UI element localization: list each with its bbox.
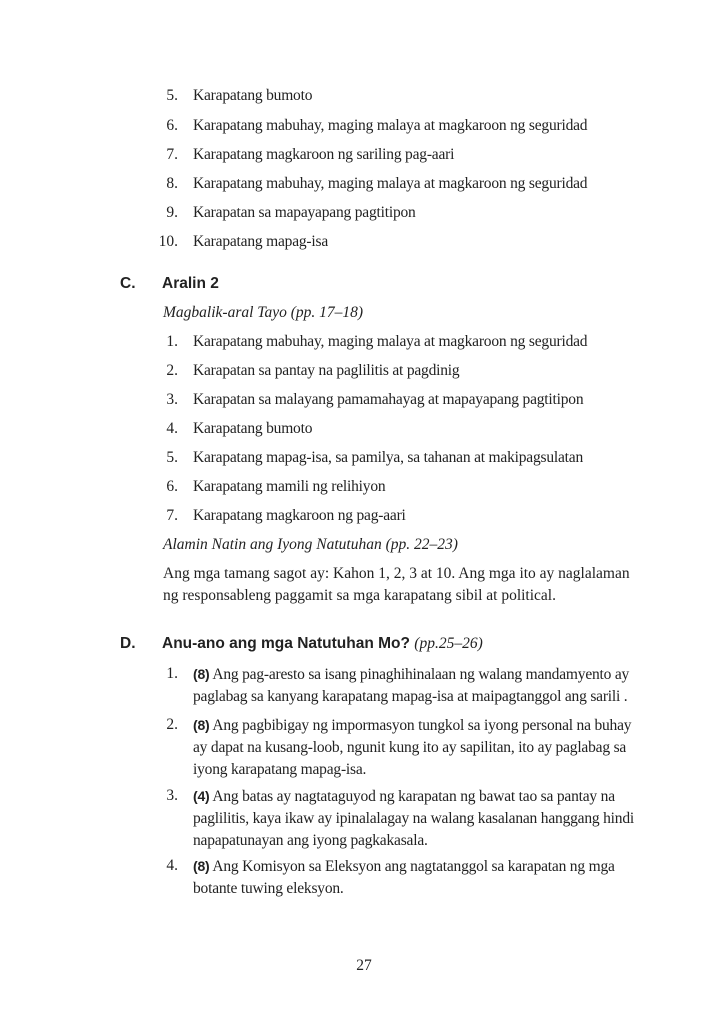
item-line: napapatunayan ang iyong pagkakasala.	[193, 832, 428, 849]
item-line: Ang pagbibigay ng impormasyon tungkol sa iyong personal na buhay	[212, 717, 632, 734]
item-number: 1.	[166, 333, 178, 350]
item-number: 1.	[166, 665, 178, 682]
section-c-heading	[120, 272, 219, 296]
section-title: Anu-ano ang mga Natutuhan Mo?	[162, 635, 410, 652]
item-line: iyong karapatang mapag-isa.	[193, 761, 367, 778]
item-text: Karapatang mapag-isa	[193, 233, 329, 250]
item-text: Karapatang mabuhay, maging malaya at magkaroon ng seguridad	[193, 333, 588, 350]
item-number: 4.	[166, 420, 178, 437]
item-number: 5.	[166, 449, 178, 466]
item-text: Karapatang magkaroon ng sariling pag-aari	[193, 146, 455, 163]
item-text: Karapatang mamili ng relihiyon	[193, 478, 386, 495]
item-line: paglabag sa kanyang karapatang mapag-isa at maipagtanggol ang sarili .	[193, 688, 628, 705]
item-text: Karapatang mabuhay, maging malaya at magkaroon ng seguridad	[193, 175, 588, 192]
section-d-heading	[120, 632, 483, 656]
item-line: botante tuwing eleksyon.	[193, 880, 344, 897]
subheading: Alamin Natin ang Iyong Natutuhan (pp. 22–23)	[163, 536, 458, 553]
item-number: 7.	[166, 146, 178, 163]
answer-number: (8)	[193, 666, 210, 682]
item-number: 9.	[166, 204, 178, 221]
item-text: Karapatang bumoto	[193, 420, 313, 437]
item-number: 6.	[166, 117, 178, 134]
answer-number: (8)	[193, 717, 210, 733]
paragraph	[163, 563, 630, 607]
item-number: 2.	[166, 716, 178, 733]
item-text: Karapatan sa pantay na paglilitis at pagdinig	[193, 362, 460, 379]
answer-number: (8)	[193, 858, 210, 874]
page-number: 27	[356, 957, 372, 974]
item-number: 5.	[166, 87, 178, 104]
paragraph-line: Ang mga tamang sagot ay: Kahon 1, 2, 3 at 10. Ang mga ito ay naglalaman	[163, 565, 630, 582]
item-line: Ang Komisyon sa Eleksyon ang nagtatanggol sa karapatan ng mga	[212, 858, 615, 875]
item-text: Karapatan sa mapayapang pagtitipon	[193, 204, 416, 221]
item-text: Karapatan sa malayang pamamahayag at mapayapang pagtitipon	[193, 391, 584, 408]
section-pages: (pp.25–26)	[414, 635, 483, 652]
item-number: 2.	[166, 362, 178, 379]
section-title: Aralin 2	[162, 275, 219, 292]
item-number: 3.	[166, 787, 178, 804]
item-number: 6.	[166, 478, 178, 495]
item-number: 3.	[166, 391, 178, 408]
section-letter: D.	[120, 635, 136, 652]
item-text: Karapatang magkaroon ng pag-aari	[193, 507, 406, 524]
section-letter: C.	[120, 275, 136, 292]
item-line: paglilitis, kaya ikaw ay ipinalalagay na walang kasalanan hanggang hindi	[193, 810, 634, 827]
item-text: Karapatang bumoto	[193, 87, 313, 104]
item-text: Karapatang mapag-isa, sa pamilya, sa tahanan at makipagsulatan	[193, 449, 584, 466]
item-number: 8.	[166, 175, 178, 192]
subheading: Magbalik-aral Tayo (pp. 17–18)	[163, 304, 364, 321]
item-line: ay dapat na kusang-loob, ngunit kung ito ay sapilitan, ito ay paglabag sa	[193, 739, 627, 756]
item-line: Ang batas ay nagtataguyod ng karapatan ng bawat tao sa pantay na	[212, 788, 615, 805]
item-line: Ang pag-aresto sa isang pinaghihinalaan ng walang mandamyento ay	[212, 666, 630, 683]
answer-number: (4)	[193, 788, 210, 804]
item-number: 7.	[166, 507, 178, 524]
item-number: 4.	[166, 857, 178, 874]
item-number: 10.	[158, 233, 178, 250]
item-text: Karapatang mabuhay, maging malaya at magkaroon ng seguridad	[193, 117, 588, 134]
paragraph-line: ng responsableng paggamit sa mga karapatang sibil at political.	[163, 587, 556, 604]
